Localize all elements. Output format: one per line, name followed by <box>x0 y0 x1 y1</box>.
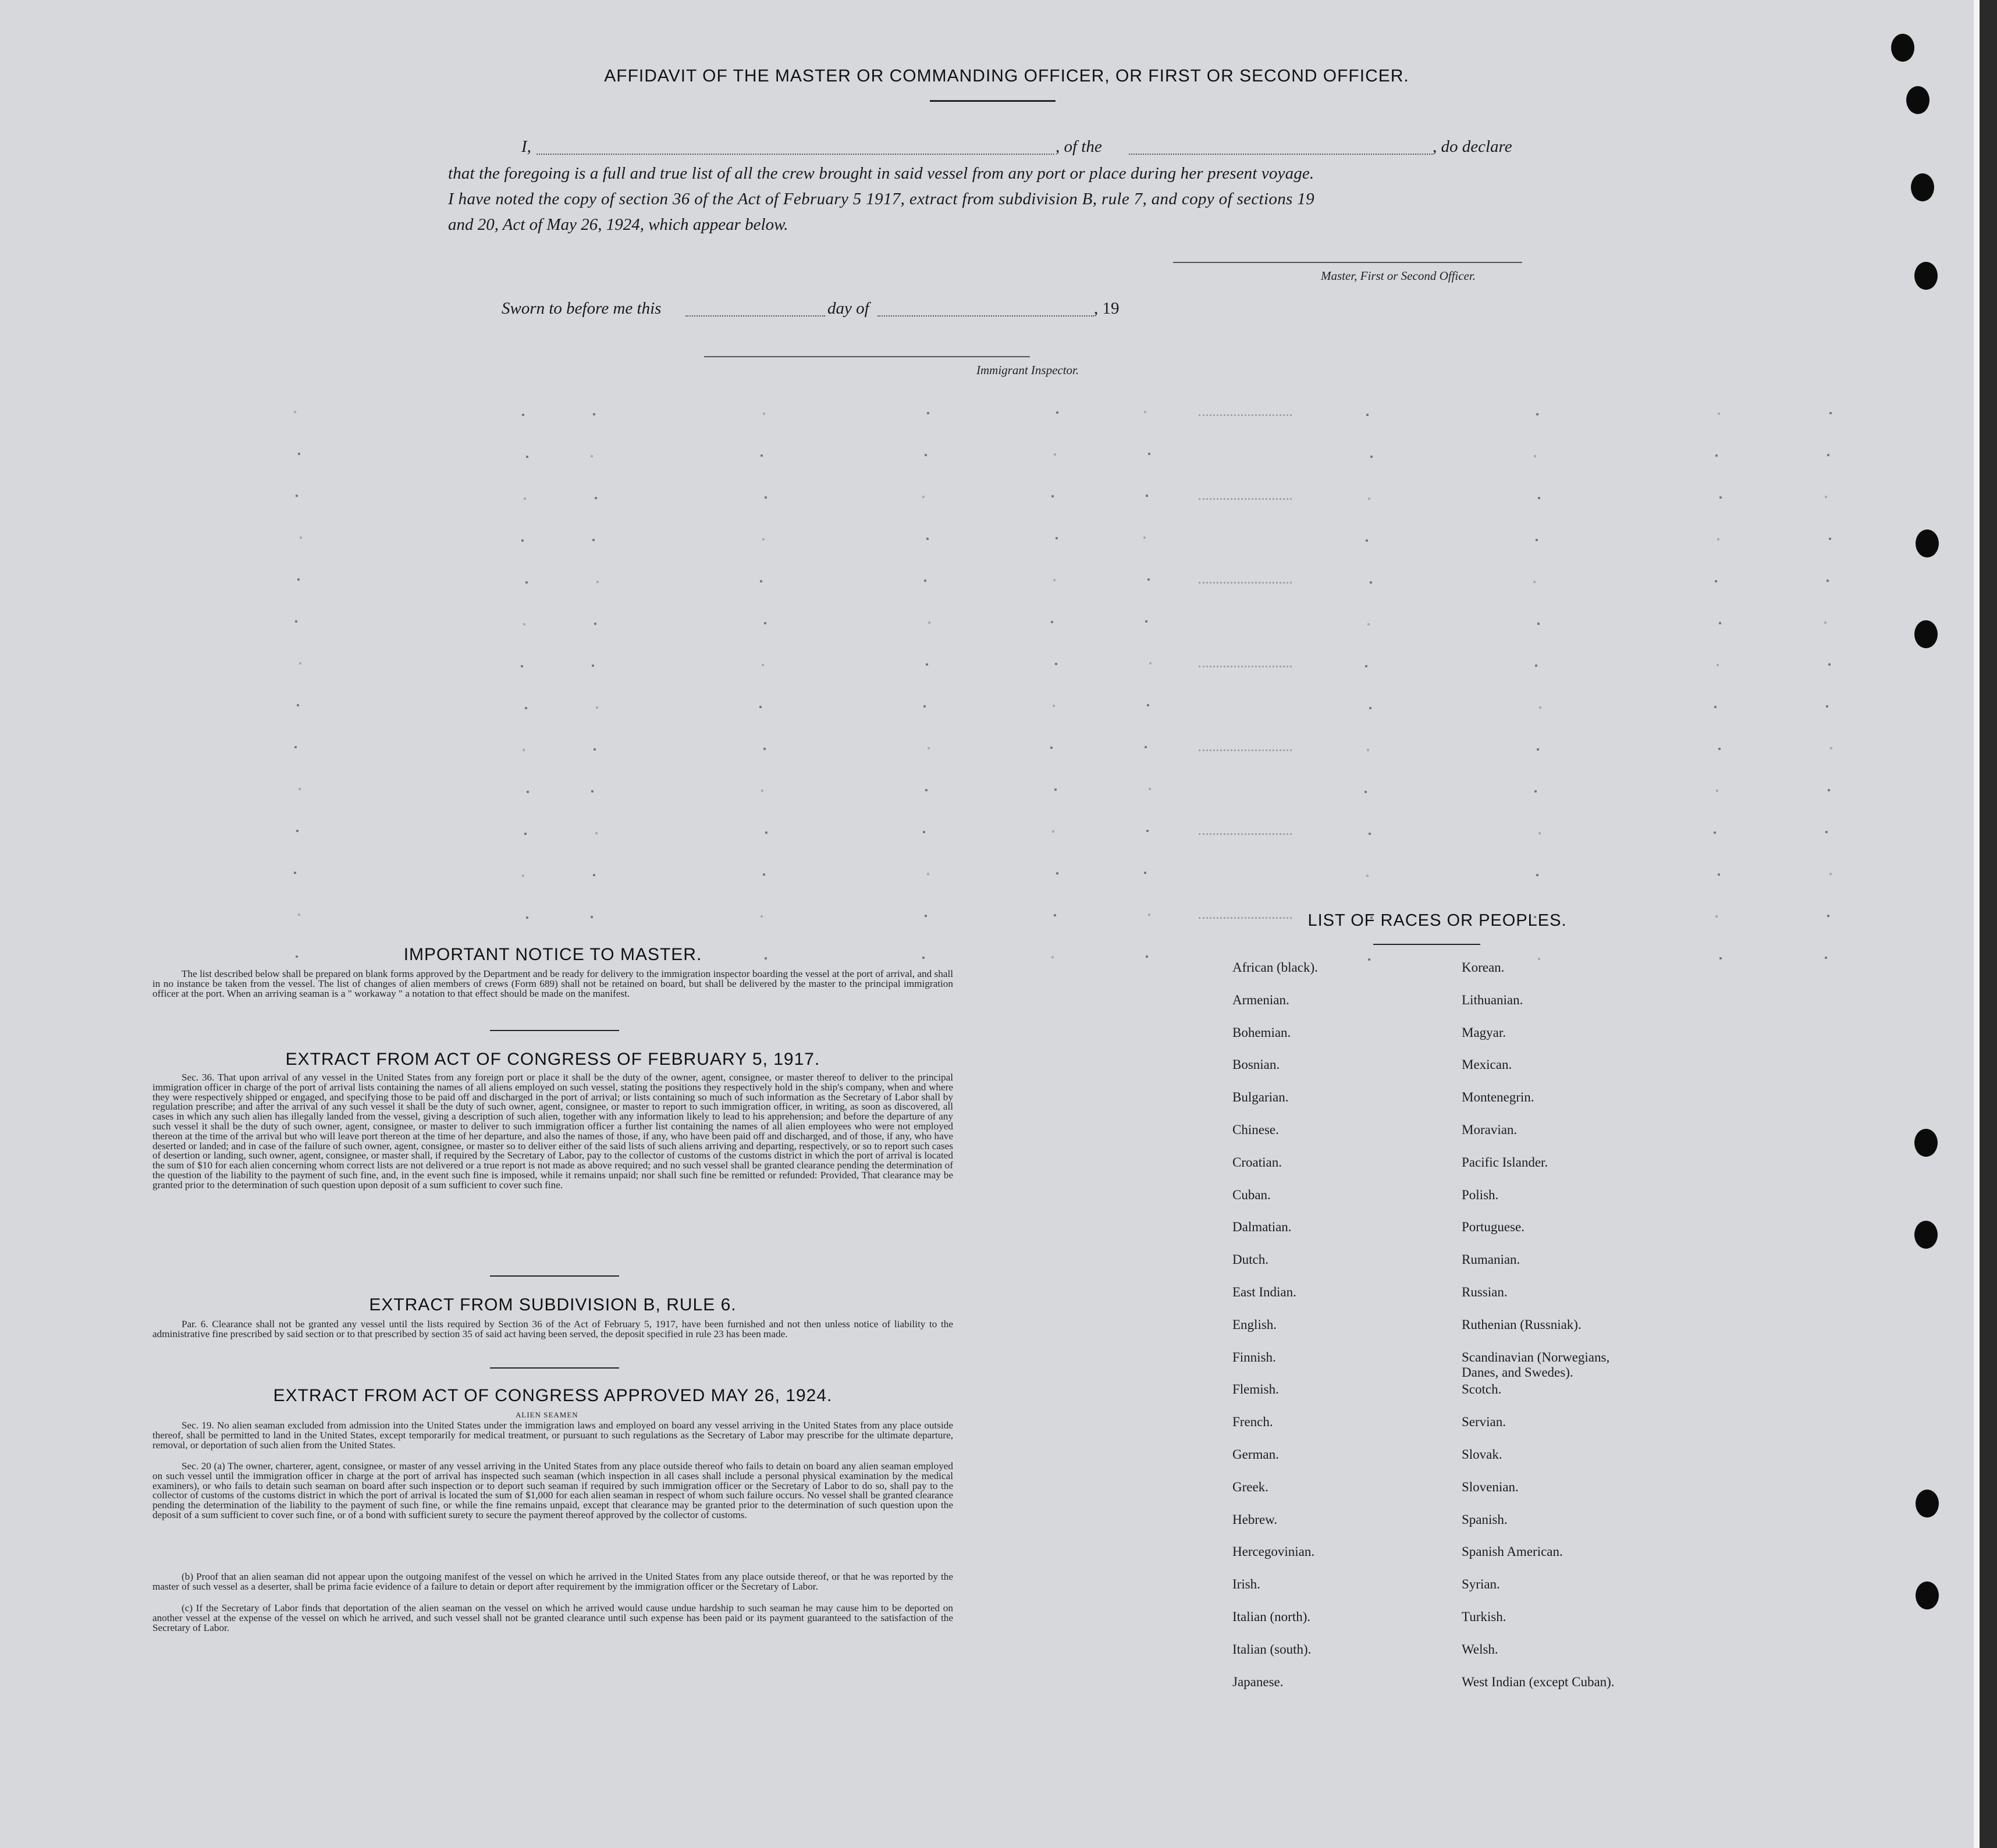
ghost-dot <box>1146 955 1148 958</box>
ghost-dot <box>299 788 301 790</box>
ghost-dot <box>593 413 595 415</box>
ghost-dot <box>1368 497 1370 500</box>
extract-rule6-divider <box>490 1367 619 1369</box>
ghost-dot <box>1149 788 1151 790</box>
ghost-dot <box>298 453 300 455</box>
ghost-dot <box>1830 747 1832 749</box>
affidavit-line-4: and 20, Act of May 26, 1924, which appear below. <box>448 215 788 234</box>
master-signature-line <box>1173 262 1522 263</box>
ghost-dot <box>1051 495 1054 497</box>
ghost-dot <box>296 495 298 497</box>
ghost-dot <box>300 536 302 539</box>
ghost-dot <box>761 915 763 918</box>
ghost-dot <box>1056 411 1058 414</box>
ghost-dot <box>1827 580 1829 582</box>
master-signature-caption: Master, First or Second Officer. <box>1321 269 1476 283</box>
ghost-dot <box>294 872 296 874</box>
ghost-line <box>1199 666 1292 667</box>
ghost-dot <box>1829 412 1832 414</box>
ghost-dot <box>1366 539 1368 542</box>
ghost-dot <box>526 916 528 919</box>
ghost-dot <box>1719 496 1722 499</box>
extract-1924-sec20c: (c) If the Secretary of Labor finds that deportation of the alien seaman on the vessel on which he arrived would cause undue hardship to such seaman he may cause him to be deported on another vessel at the expense of the vessel on which he arrived, and such vessel shall not be granted clearance until such expense has been paid or its payment guaranteed to the satisfaction of the Secretary of Labor. <box>152 1604 953 1633</box>
race-item: Mexican. <box>1462 1057 1512 1072</box>
ghost-dot <box>1053 705 1055 707</box>
race-item: Cuban. <box>1232 1187 1271 1202</box>
races-title-rule <box>1373 944 1480 945</box>
ghost-dot <box>1051 621 1053 623</box>
ghost-dot <box>927 873 929 875</box>
ghost-dot <box>1828 663 1831 666</box>
ghost-dot <box>1053 579 1056 581</box>
ghost-dot <box>596 581 599 583</box>
ghost-dot <box>524 833 527 835</box>
races-column-1 <box>1232 960 1454 1707</box>
ghost-dot <box>527 791 529 793</box>
binder-hole-icon <box>1914 1221 1938 1249</box>
ghost-dot <box>521 539 524 542</box>
race-item: Russian. <box>1462 1284 1508 1299</box>
inspector-signature-caption: Immigrant Inspector. <box>976 363 1079 377</box>
ghost-dot <box>1144 411 1146 413</box>
ghost-dot <box>927 412 929 414</box>
ghost-dot <box>762 538 765 541</box>
ghost-dot <box>762 664 764 666</box>
ghost-dot <box>1051 956 1054 958</box>
ghost-dot <box>1533 581 1536 583</box>
ghost-dot <box>1825 957 1827 959</box>
race-item: Spanish American. <box>1462 1544 1563 1559</box>
ghost-dot <box>1367 749 1369 751</box>
notice-title: IMPORTANT NOTICE TO MASTER. <box>403 945 702 964</box>
ghost-dot <box>1054 453 1056 456</box>
extract-1917-divider <box>490 1275 619 1277</box>
race-item: Dalmatian. <box>1232 1220 1292 1235</box>
extract-1917-text: Sec. 36. That upon arrival of any vessel in the United States from any foreign port or place it shall be the duty of the owner, agent, consignee, or master thereof to deliver to the principal immigration officer in charge of the port of arrival lists containing the names of all aliens employed on such vessel, stating the positions they respectively hold in the ship's company, when and where they were respectively shipped or engaged, and specifying those to be paid off and discharged in the port of arrival; or lists containing so much of such information as the Secretary of Labor shall by regulation prescribe; and after the arrival of any such vessel it shall be the duty of such owner, agent, consignee, or master to report to such immigration officer, in writing, as soon as discovered, all cases in which any such alien has illegally landed from the vessel, giving a description of such alien, together with any information likely to lead to his apprehension; and before the departure of any such vessel it shall be the duty of such owner, agent, consignee, or master to deliver to such immigration officer a further list containing the names of all alien employees who were not employed thereon at the time of the arrival but who will leave port thereon at the time of her departure, and also the names of those, if any, who have been paid off and discharged, and of those, if any, who have deserted or landed; and in case of the failure of such owner, agent, consignee, or master so to deliver either of the said lists of such aliens arriving and departing, respectively, or so to report such cases of desertion or landing, such owner, agent, consignee, or master shall, if required by the Secretary of Labor, pay to the collector of customs of the customs district in which the port of arrival is located the sum of $10 for each alien concerning whom correct lists are not delivered or a true report is not made as above required; and no such vessel shall be granted clearance pending the determination of the question of the liability to the payment of such fine, and, in the event such fine is imposed, while it remains unpaid; nor shall such fine be remitted or refunded: Provided, That clearance may be granted prior to the determination of such question upon deposit of a sum sufficient to cover such fine. <box>152 1073 953 1190</box>
ghost-dot <box>1536 874 1538 876</box>
ghost-dot <box>1718 413 1720 415</box>
race-item: Irish. <box>1232 1577 1260 1592</box>
ghost-dot <box>1367 623 1370 626</box>
race-item: Rumanian. <box>1462 1252 1520 1267</box>
affidavit-title: AFFIDAVIT OF THE MASTER OR COMMANDING OFFICER, OR FIRST OR SECOND OFFICER. <box>604 66 1409 86</box>
ghost-dot <box>928 621 930 624</box>
ghost-dot <box>1144 872 1146 874</box>
ghost-dot <box>1717 664 1719 666</box>
race-item: Croatian. <box>1232 1154 1282 1170</box>
ghost-dot <box>591 790 594 792</box>
ghost-dot <box>296 830 299 832</box>
ghost-dot <box>1369 707 1371 709</box>
race-item: French. <box>1232 1415 1273 1430</box>
ghost-dot <box>592 539 595 541</box>
ghost-dot <box>1715 915 1718 918</box>
affidavit-i: I, <box>521 137 531 156</box>
race-item: Hebrew. <box>1232 1512 1278 1527</box>
ghost-dot <box>1829 538 1831 540</box>
ghost-dot <box>596 706 598 709</box>
ghost-dot <box>522 414 524 416</box>
ghost-dot <box>1365 665 1367 667</box>
race-item: Portuguese. <box>1462 1220 1525 1235</box>
ghost-dot <box>297 704 299 706</box>
ghost-dot <box>1715 454 1718 457</box>
race-item: Lithuanian. <box>1462 992 1523 1007</box>
ghost-dot <box>1826 705 1828 708</box>
ghost-dot <box>522 875 524 877</box>
races-column-2 <box>1462 960 1706 1707</box>
ghost-dot <box>763 748 766 750</box>
race-item: Greek. <box>1232 1479 1268 1494</box>
binder-hole-icon <box>1906 86 1930 114</box>
ghost-dot <box>764 622 766 624</box>
ghost-line <box>1199 582 1292 584</box>
ghost-dot <box>1050 747 1053 749</box>
ghost-dot <box>1538 832 1541 834</box>
ghost-dot <box>294 411 296 413</box>
ghost-dot <box>763 413 765 415</box>
ghost-dot <box>298 914 300 916</box>
ghost-dot <box>1147 704 1149 706</box>
sworn-day-of: day of <box>827 299 869 318</box>
ghost-dot <box>1148 914 1150 916</box>
ghost-dot <box>925 915 927 917</box>
extract-1924-sec19: Sec. 19. No alien seaman excluded from admission into the United States under the immigration laws and employed on board any vessel arriving in the United States from any place outside thereof, shall be permitted to land in the United States, except temporarily for medical treatment, or pursuant to such regulations as the Secretary of Labor may prescribe for the ultimate departure, removal, or deportation of such alien from the United States. <box>152 1421 953 1451</box>
ghost-dot <box>1537 748 1539 751</box>
notice-divider <box>490 1030 619 1031</box>
ghost-dot <box>1052 830 1054 833</box>
ghost-dot <box>1718 873 1720 876</box>
ghost-dot <box>524 497 526 500</box>
ghost-dot <box>1149 662 1152 664</box>
inspector-signature-line <box>704 356 1030 357</box>
ghost-dot <box>1534 790 1537 792</box>
ghost-dot <box>1538 497 1540 499</box>
race-item: Slovenian. <box>1462 1479 1519 1494</box>
ghost-dot <box>594 748 596 751</box>
ghost-dot <box>1825 831 1828 833</box>
ghost-dot <box>1535 664 1537 667</box>
ghost-dot <box>1714 831 1716 834</box>
extract-1917-title: EXTRACT FROM ACT OF CONGRESS OF FEBRUARY 5, 1917. <box>285 1050 820 1069</box>
ghost-dot <box>1537 623 1540 625</box>
race-item: Hercegovinian. <box>1232 1544 1315 1559</box>
ghost-dot <box>521 665 523 667</box>
notice-text: The list described below shall be prepared on blank forms approved by the Department and be ready for delivery to the immigration inspector boarding the vessel at the port of arrival, and shall in no instance be taken from the vessel. The list of changes of alien members of crews (Form 689) shall not be retained on board, but shall be delivered by the master to the principal immigration officer at the port. When an arriving seaman is a " workaway " a notation to that effect should be made on the manifest. <box>152 969 953 999</box>
extract-1924-title: EXTRACT FROM ACT OF CONGRESS APPROVED MAY 26, 1924. <box>273 1386 833 1405</box>
ghost-dot <box>1719 622 1721 624</box>
ghost-dot <box>761 454 763 457</box>
race-item: Ruthenian (Russniak). <box>1462 1317 1582 1332</box>
ghost-dot <box>1824 621 1827 624</box>
ghost-dot <box>525 707 527 709</box>
affidavit-of-the: , of the <box>1056 137 1102 156</box>
sworn-month-blank-line <box>877 315 1094 317</box>
binder-hole-icon <box>1911 173 1934 201</box>
affidavit-title-rule <box>930 100 1056 102</box>
ghost-dot <box>1143 536 1146 539</box>
race-item: Spanish. <box>1462 1512 1508 1527</box>
race-item: Finnish. <box>1232 1349 1276 1364</box>
race-item: Servian. <box>1462 1415 1506 1430</box>
race-item: Bulgarian. <box>1232 1090 1289 1105</box>
race-item: Bohemian. <box>1232 1025 1291 1040</box>
extract-rule6-text: Par. 6. Clearance shall not be granted any vessel until the lists required by Section 36 of the Act of February 5, 1917, have been furnished and not then unless notice of liability to the administrative fine prescribed by said section or to that prescribed by section 35 of said act having been served, the deposit specified in rule 23 has been made. <box>152 1320 953 1339</box>
race-item: Italian (north). <box>1232 1609 1311 1624</box>
race-item: Flemish. <box>1232 1382 1279 1397</box>
ghost-dot <box>925 454 927 456</box>
ghost-dot <box>1534 455 1536 457</box>
ghost-line <box>1199 749 1292 751</box>
ghost-dot <box>1719 957 1722 959</box>
sworn-date-blank-line <box>685 315 825 317</box>
affidavit-line-2: that the foregoing is a full and true list of all the crew brought in said vessel from any port or place during her present voyage. <box>448 164 1314 183</box>
ghost-dot <box>593 874 595 876</box>
binder-hole-icon <box>1916 529 1939 557</box>
ghost-line <box>1199 414 1292 416</box>
races-title: LIST OF RACES OR PEOPLES. <box>1307 911 1567 930</box>
ghost-dot <box>759 706 762 708</box>
race-item: West Indian (except Cuban). <box>1462 1674 1615 1689</box>
ghost-dot <box>1715 580 1717 582</box>
race-item: Montenegrin. <box>1462 1090 1534 1105</box>
ghost-dot <box>926 538 929 540</box>
name-blank-line <box>536 154 1054 155</box>
race-item: Polish. <box>1462 1187 1499 1202</box>
sworn-prefix: Sworn to before me this <box>502 299 662 318</box>
race-item: Italian (south). <box>1232 1641 1312 1657</box>
binder-hole-icon <box>1891 34 1914 62</box>
ghost-dot <box>1539 706 1541 709</box>
ghost-dot <box>1147 578 1150 581</box>
ghost-dot <box>928 747 930 749</box>
ghost-dot <box>924 580 926 582</box>
ghost-dot <box>1718 748 1721 750</box>
race-item: Pacific Islander. <box>1462 1154 1548 1170</box>
affidavit-do-declare: , do declare <box>1433 137 1512 156</box>
binder-hole-icon <box>1914 1129 1938 1157</box>
ghost-dot <box>295 620 297 623</box>
ghost-dot <box>1829 873 1832 875</box>
page-edge <box>1980 0 1997 1848</box>
ghost-dot <box>1827 454 1829 456</box>
ghost-dot <box>523 749 525 751</box>
binder-hole-icon <box>1914 262 1938 290</box>
ghost-dot <box>594 623 596 625</box>
ghost-dot <box>526 456 528 458</box>
ghost-dot <box>761 790 763 792</box>
binder-hole-icon <box>1916 1582 1939 1609</box>
ghost-dot <box>591 455 593 457</box>
ghost-dot <box>922 957 925 959</box>
race-item: Scotch. <box>1462 1382 1502 1397</box>
ghost-dot <box>1366 414 1369 416</box>
ghost-dot <box>1825 496 1827 498</box>
extract-1924-sec20a: Sec. 20 (a) The owner, charterer, agent, consignee, or master of any vessel arriving in the United States from any place outside thereof who fails to detain on board any alien seaman employed on such vessel until the immigration officer in charge at the port of arrival has inspected such seaman (which inspection in all cases shall include a personal physical examination by the medical examiners), or who fails to detain such seaman on board after such inspection or to deport such seaman if required by such immigration officer or the Secretary of Labor to do so, shall pay to the collector of customs of the customs district in which the port of arrival is located the sum of $1,000 for each alien seaman in respect of whom such failure occurs. No vessel shall be granted clearance pending the determination of the liability to the payment of such fine, or while the fine remains unpaid, except that clearance may be granted prior to the determination of such question upon the deposit of a sum sufficient to cover such fine, or of a bond with sufficient surety to secure the payment thereof approved by the collector of customs. <box>152 1462 953 1520</box>
extract-rule6-title: EXTRACT FROM SUBDIVISION B, RULE 6. <box>369 1295 737 1314</box>
binder-hole-icon <box>1916 1490 1939 1518</box>
ghost-dot <box>1827 915 1829 917</box>
ghost-dot <box>1056 872 1058 875</box>
ghost-dot <box>1148 453 1150 455</box>
ghost-dot <box>763 873 765 876</box>
ghost-dot <box>926 663 928 666</box>
ghost-dot <box>922 496 925 498</box>
ghost-dot <box>760 580 762 582</box>
ghost-dot <box>1054 914 1056 916</box>
sworn-year: , 19 <box>1094 299 1120 318</box>
race-item: Japanese. <box>1232 1674 1284 1689</box>
ghost-dot <box>294 746 297 748</box>
ghost-line <box>1199 498 1292 500</box>
ghost-dot <box>923 831 925 833</box>
ghost-dot <box>925 789 928 791</box>
vessel-blank-line <box>1129 154 1433 155</box>
ghost-dot <box>765 496 767 499</box>
ghost-dot <box>299 662 301 664</box>
ghost-dot <box>1536 539 1538 541</box>
ghost-dot <box>765 831 767 834</box>
race-item: Syrian. <box>1462 1577 1500 1592</box>
ghost-line <box>1199 833 1292 835</box>
race-item: East Indian. <box>1232 1284 1296 1299</box>
ghost-dot <box>1056 537 1058 539</box>
alien-seamen-subtitle: ALIEN SEAMEN <box>516 1410 578 1419</box>
race-item: Dutch. <box>1232 1252 1268 1267</box>
ghost-dot <box>1055 663 1057 665</box>
race-item: Bosnian. <box>1232 1057 1280 1072</box>
race-item: Magyar. <box>1462 1025 1506 1040</box>
ghost-dot <box>595 832 598 834</box>
ghost-dot <box>1366 875 1369 877</box>
ghost-dot <box>523 623 525 626</box>
race-item: Korean. <box>1462 960 1505 975</box>
race-item: Turkish. <box>1462 1609 1506 1624</box>
race-item: Scandinavian (Norwegians, Danes, and Swedes). <box>1462 1349 1610 1380</box>
ghost-dot <box>525 581 528 584</box>
ghost-dot <box>595 497 597 499</box>
extract-1924-sec20b: (b) Proof that an alien seaman did not appear upon the outgoing manifest of the vessel on which he arrived in the United States from any place outside thereof, or that he was reported by the master of such vessel as a deserter, shall be prima facie evidence of a failure to detain or deport after requirement by the immigration officer or the Secretary of Labor. <box>152 1572 953 1592</box>
affidavit-line-3: I have noted the copy of section 36 of the Act of February 5 1917, extract from subdivision B, rule 7, and copy of sections 19 <box>448 190 1314 208</box>
ghost-dot <box>1146 495 1148 497</box>
race-item: Moravian. <box>1462 1122 1518 1137</box>
ghost-dot <box>1145 620 1147 623</box>
race-item: Slovak. <box>1462 1447 1502 1462</box>
ghost-dot <box>1714 706 1717 708</box>
page-edge-highlight <box>1974 0 1980 1848</box>
ghost-dot <box>1365 791 1367 793</box>
race-item: Welsh. <box>1462 1641 1498 1657</box>
ghost-dot <box>1716 790 1718 792</box>
ghost-dot <box>591 916 593 918</box>
binder-hole-icon <box>1914 620 1938 648</box>
ghost-dot <box>592 664 594 667</box>
ghost-dot <box>1146 830 1149 832</box>
ghost-dot <box>1145 746 1147 748</box>
ghost-dot <box>1370 581 1372 584</box>
ghost-dot <box>923 705 926 708</box>
race-item: Armenian. <box>1232 992 1289 1007</box>
ghost-dot <box>297 578 300 581</box>
ghost-dot <box>1369 833 1371 835</box>
race-item: German. <box>1232 1447 1279 1462</box>
ghost-dot <box>1370 456 1373 458</box>
ghost-dot <box>1717 538 1719 541</box>
ghost-dot <box>1054 788 1057 791</box>
race-item: English. <box>1232 1317 1277 1332</box>
race-item: African (black). <box>1232 960 1318 975</box>
race-item: Chinese. <box>1232 1122 1279 1137</box>
ghost-dot <box>1828 789 1830 791</box>
ghost-dot <box>1536 413 1538 415</box>
